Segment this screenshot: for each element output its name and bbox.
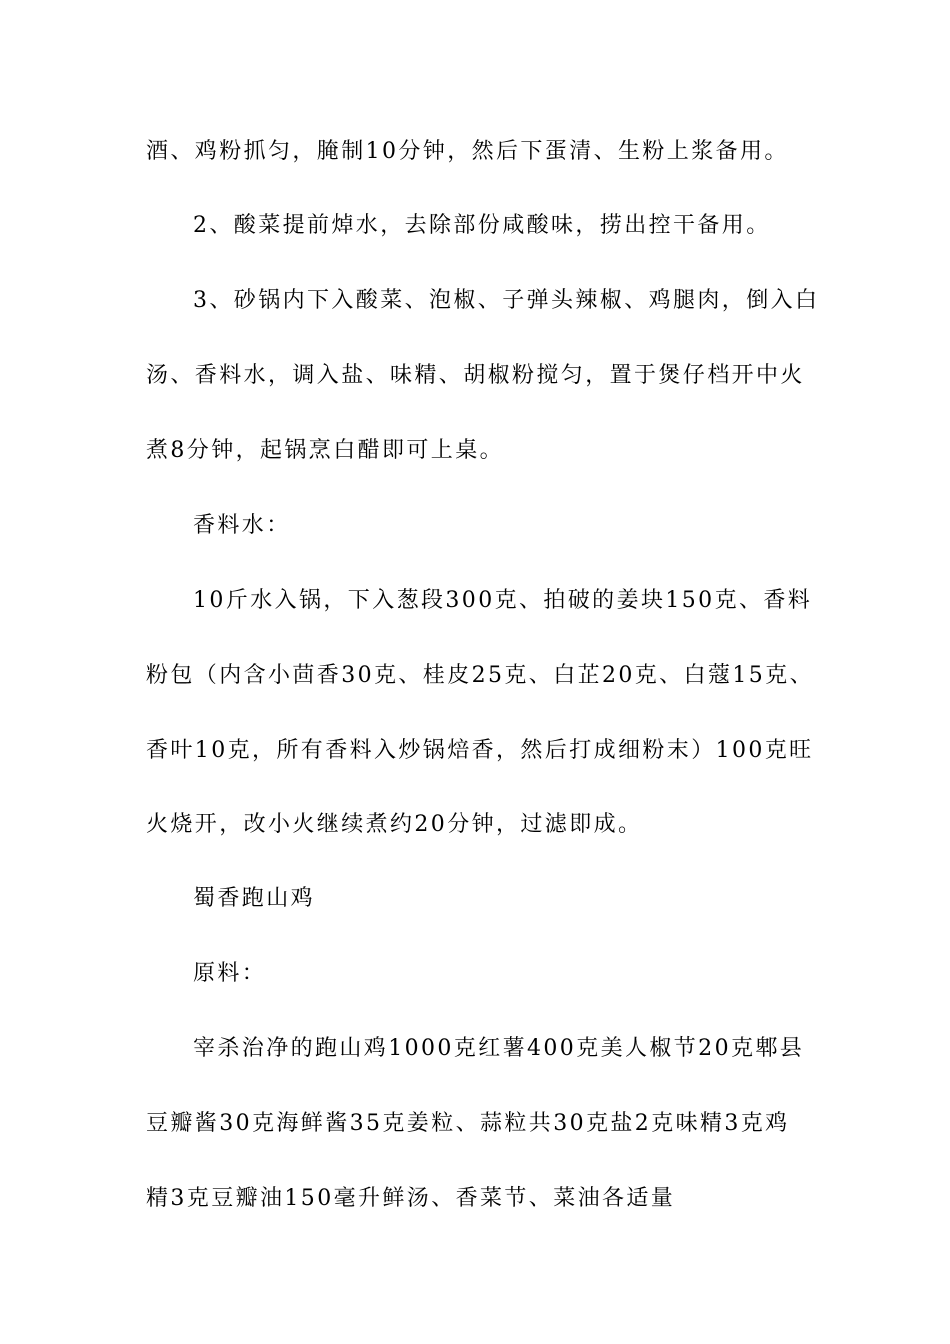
paragraph-line: 酒、鸡粉抓匀，腌制10分钟，然后下蛋清、生粉上浆备用。 — [146, 139, 789, 164]
recipe-title: 蜀香跑山鸡 — [193, 886, 316, 911]
paragraph-line: 粉包（内含小茴香30克、桂皮25克、白芷20克、白蔻15克、 — [146, 663, 814, 688]
paragraph-line: 香叶10克，所有香料入炒锅焙香，然后打成细粉末）100克旺 — [146, 738, 814, 763]
paragraph-line: 煮8分钟，起锅烹白醋即可上桌。 — [146, 438, 504, 463]
spice-water-heading: 香料水： — [193, 513, 291, 538]
paragraph-line: 豆瓣酱30克海鲜酱35克姜粒、蒜粒共30克盐2克味精3克鸡 — [146, 1111, 790, 1136]
paragraph-line: 10斤水入锅，下入葱段300克、拍破的姜块150克、香料 — [193, 588, 813, 613]
paragraph-line: 火烧开，改小火继续煮约20分钟，过滤即成。 — [146, 812, 643, 837]
paragraph-line: 精3克豆瓣油150毫升鲜汤、香菜节、菜油各适量 — [146, 1186, 676, 1211]
paragraph-line: 宰杀治净的跑山鸡1000克红薯400克美人椒节20克郫县 — [193, 1036, 805, 1061]
paragraph-line: 汤、香料水，调入盐、味精、胡椒粉搅匀，置于煲仔档开中火 — [146, 363, 805, 388]
ingredients-heading: 原料： — [193, 961, 267, 986]
step-2-line: 2、酸菜提前焯水，去除部份咸酸味，捞出控干备用。 — [193, 213, 771, 238]
step-3-line: 3、砂锅内下入酸菜、泡椒、子弹头辣椒、鸡腿肉，倒入白 — [193, 288, 820, 313]
